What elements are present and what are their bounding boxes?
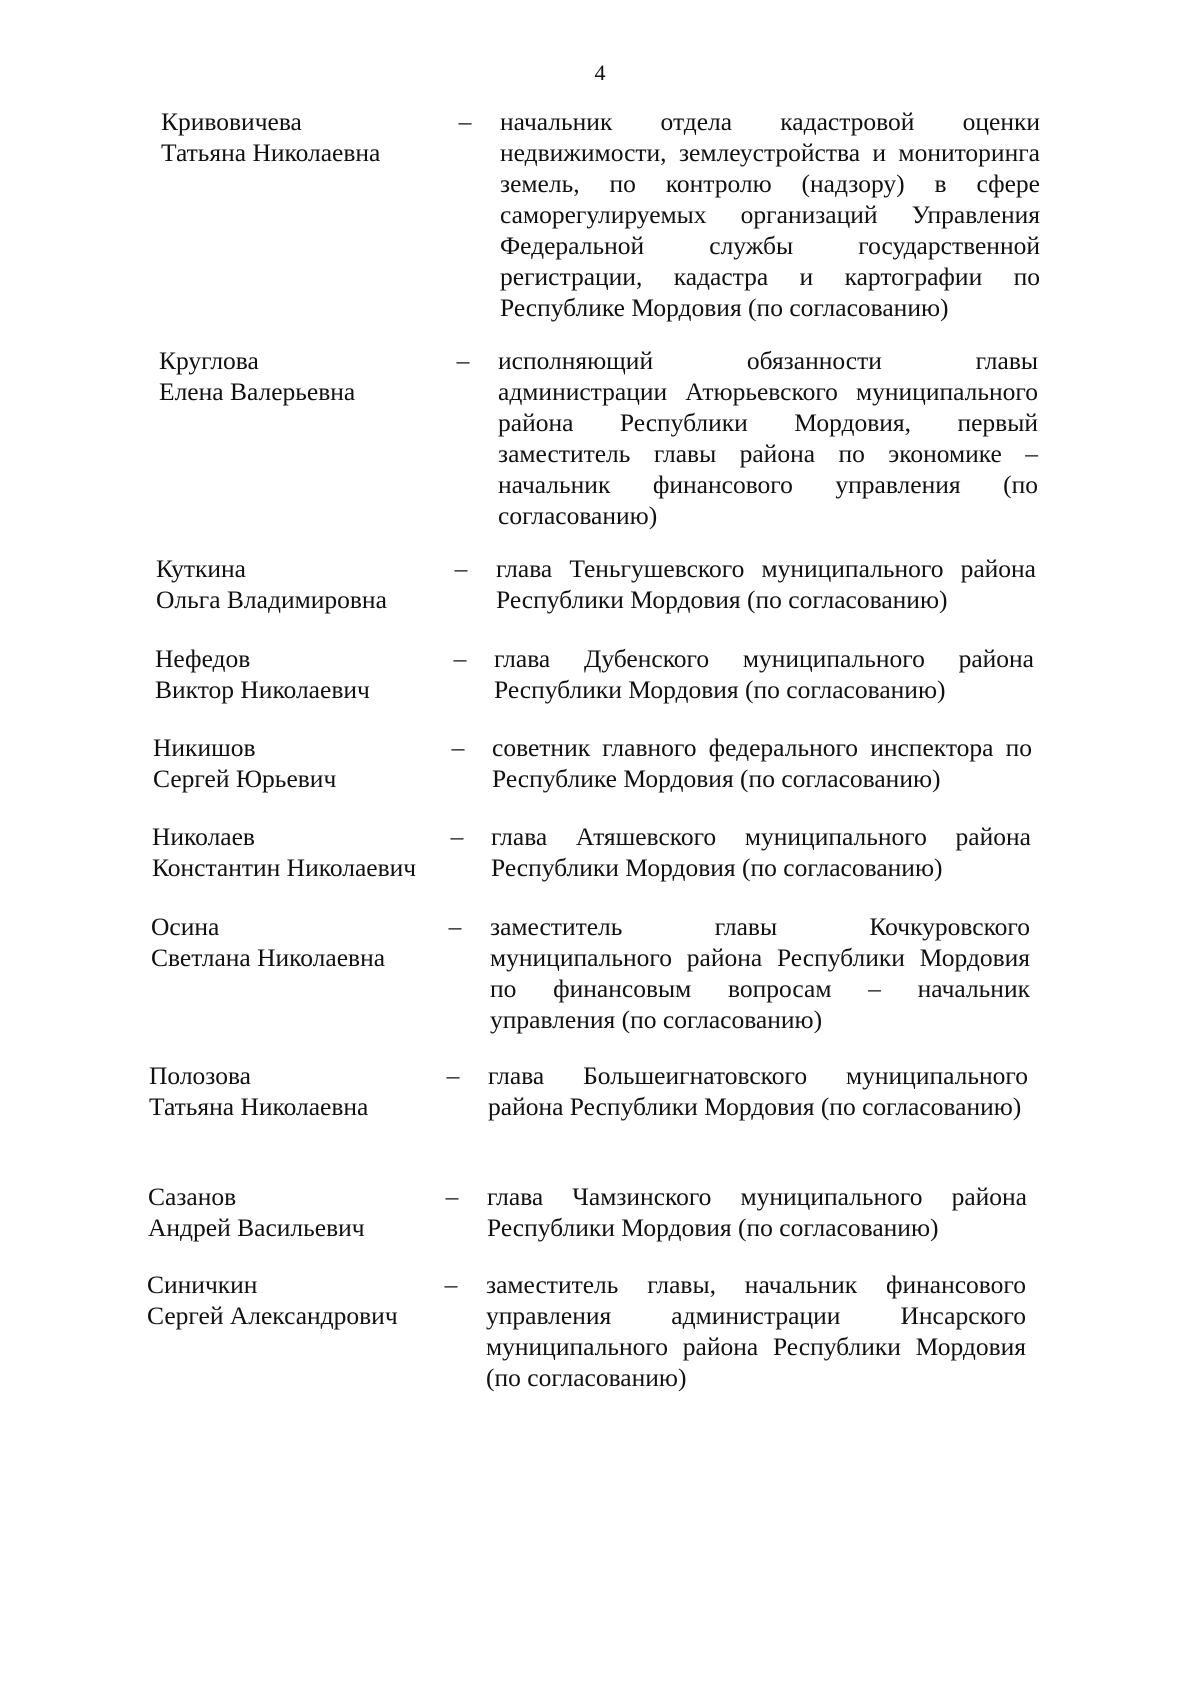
person-given-name: Андрей Васильевич [148, 1213, 365, 1242]
position-description: советник главного федерального инспектора по Республике Мордовия (по согласованию) [492, 733, 1032, 793]
position-description: глава Теньгушевского муниципального района Республики Мордовия (по согласованию) [496, 554, 1036, 614]
person-name [161, 106, 461, 168]
position-description: глава Чамзинского муниципального района Республики Мордовия (по согласованию) [487, 1182, 1027, 1242]
person-name [155, 643, 455, 705]
person-given-name: Константин Николаевич [152, 853, 417, 882]
position-description: глава Атяшевского муниципального района Республики Мордовия (по согласованию) [491, 822, 1031, 882]
person-surname: Нефедов [155, 644, 251, 673]
person-given-name: Елена Валерьевна [159, 377, 356, 406]
dash-separator: – [445, 1182, 459, 1211]
person-given-name: Татьяна Николаевна [149, 1092, 369, 1121]
dash-separator: – [453, 644, 467, 673]
dash-separator: – [454, 554, 468, 583]
person-name [152, 821, 452, 883]
person-name [151, 911, 451, 973]
person-surname: Никишов [153, 733, 256, 762]
dash-separator: – [450, 822, 464, 851]
position-description: начальник отдела кадастровой оценки недвижимости, землеустройства и мониторинга земель, по контролю (надзору) в сфере саморегулируемых организаций Управления Федеральной службы государственной регистрации, кадастра и картографии по Республике Мордовия (по согласованию) [500, 107, 1040, 322]
person-surname: Осина [151, 912, 220, 941]
position-description: заместитель главы Кочкуровского муниципального района Республики Мордовия по финансовым вопросам – начальник управления (по согласованию) [490, 912, 1030, 1034]
dash-separator: – [458, 107, 472, 136]
dash-separator: – [448, 912, 462, 941]
dash-separator: – [444, 1270, 458, 1299]
person-given-name: Ольга Владимировна [156, 585, 387, 614]
person-name [147, 1269, 447, 1331]
dash-separator: – [446, 1061, 460, 1090]
person-given-name: Сергей Юрьевич [153, 764, 337, 793]
person-name [149, 1060, 449, 1122]
person-surname: Николаев [152, 822, 255, 851]
page-number: 4 [594, 60, 606, 85]
person-given-name: Татьяна Николаевна [161, 138, 381, 167]
person-surname: Круглова [159, 346, 259, 375]
person-given-name: Сергей Александрович [147, 1301, 398, 1330]
dash-separator: – [456, 346, 470, 375]
person-given-name: Светлана Николаевна [151, 943, 386, 972]
person-surname: Сазанов [148, 1182, 237, 1211]
position-description: глава Большеигнатовского муниципального района Республики Мордовия (по согласованию) [488, 1061, 1028, 1121]
position-description: заместитель главы, начальник финансового управления администрации Инсарского муниципального района Республики Мордовия (по согласованию) [486, 1270, 1026, 1392]
position-description: глава Дубенского муниципального района Республики Мордовия (по согласованию) [494, 644, 1034, 704]
person-name [148, 1181, 448, 1243]
person-name [153, 732, 453, 794]
person-name [159, 345, 459, 407]
person-surname: Кривовичева [161, 107, 302, 136]
person-surname: Полозова [149, 1061, 251, 1090]
person-surname: Куткина [156, 554, 246, 583]
person-name [156, 553, 456, 615]
dash-separator: – [451, 733, 465, 762]
person-given-name: Виктор Николаевич [155, 675, 370, 704]
person-surname: Синичкин [147, 1270, 258, 1299]
position-description: исполняющий обязанности главы администрации Атюрьевского муниципального района Республики Мордовия, первый заместитель главы района по экономике – начальник финансового управления (по согласованию) [498, 346, 1038, 530]
